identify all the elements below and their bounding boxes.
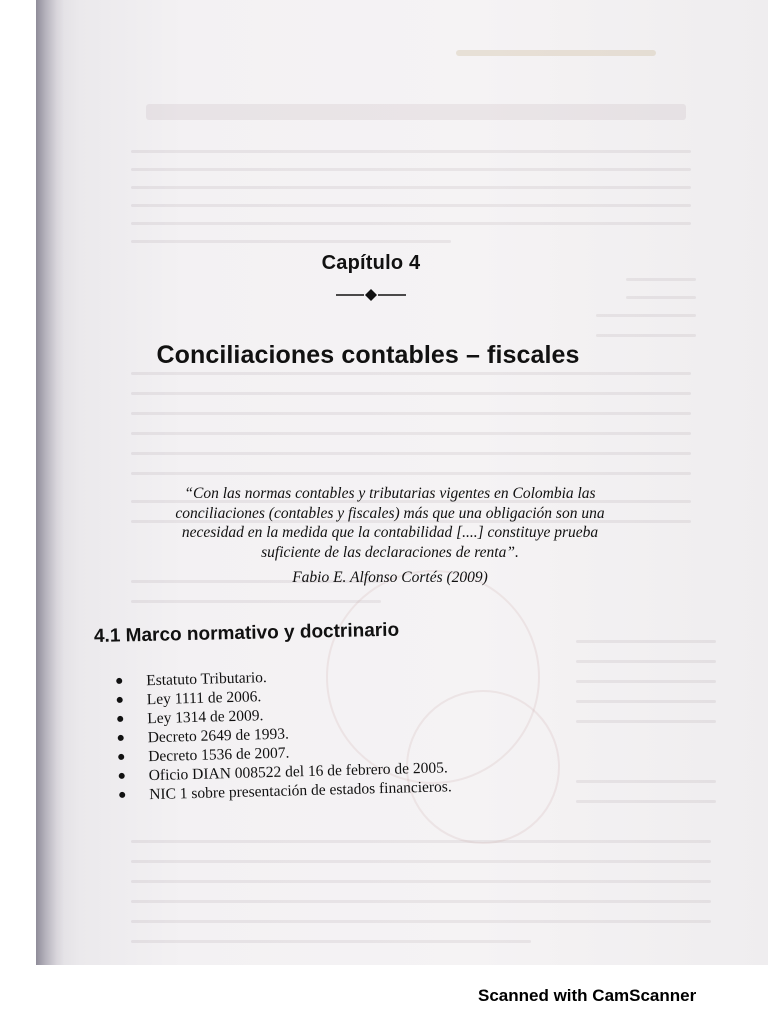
list-item-text: Ley 1314 de 2009.: [147, 707, 264, 728]
epigraph-attribution: Fabio E. Alfonso Cortés (2009): [292, 569, 488, 586]
regulation-list: [116, 663, 452, 805]
chapter-title: Conciliaciones contables – fiscales: [156, 341, 580, 369]
bullet-icon: [116, 678, 122, 684]
list-item-text: Ley 1111 de 2006.: [146, 688, 262, 709]
bullet-icon: [119, 792, 125, 798]
epigraph-line: “Con las normas contables y tributarias vigentes en Colombia las: [184, 485, 596, 502]
bullet-icon: [118, 735, 124, 741]
list-item-text: Decreto 1536 de 2007.: [148, 744, 290, 766]
epigraph-line: suficiente de las declaraciones de renta”.: [261, 543, 519, 561]
bullet-icon: [118, 754, 124, 760]
bullet-icon: [117, 697, 123, 703]
list-item-text: NIC 1 sobre presentación de estados financieros.: [149, 778, 452, 804]
list-item-text: Oficio DIAN 008522 del 16 de febrero de 2005.: [148, 759, 449, 785]
section-heading: 4.1 Marco normativo y doctrinario: [93, 619, 400, 647]
bullet-icon: [117, 716, 123, 722]
list-item-text: Decreto 2649 de 1993.: [147, 725, 290, 747]
chapter-label: Capítulo 4: [321, 252, 421, 274]
bullet-icon: [119, 773, 125, 779]
epigraph-quote: [110, 484, 670, 562]
epigraph-line: conciliaciones (contables y fiscales) más que una obligación son una: [175, 504, 605, 522]
epigraph-line: necesidad en la medida que la contabilidad [....] constituye prueba: [181, 524, 599, 541]
camscanner-watermark: Scanned with CamScanner: [478, 986, 697, 1005]
list-item-text: Estatuto Tributario.: [146, 669, 267, 690]
diamond-ornament-icon: [336, 288, 406, 302]
